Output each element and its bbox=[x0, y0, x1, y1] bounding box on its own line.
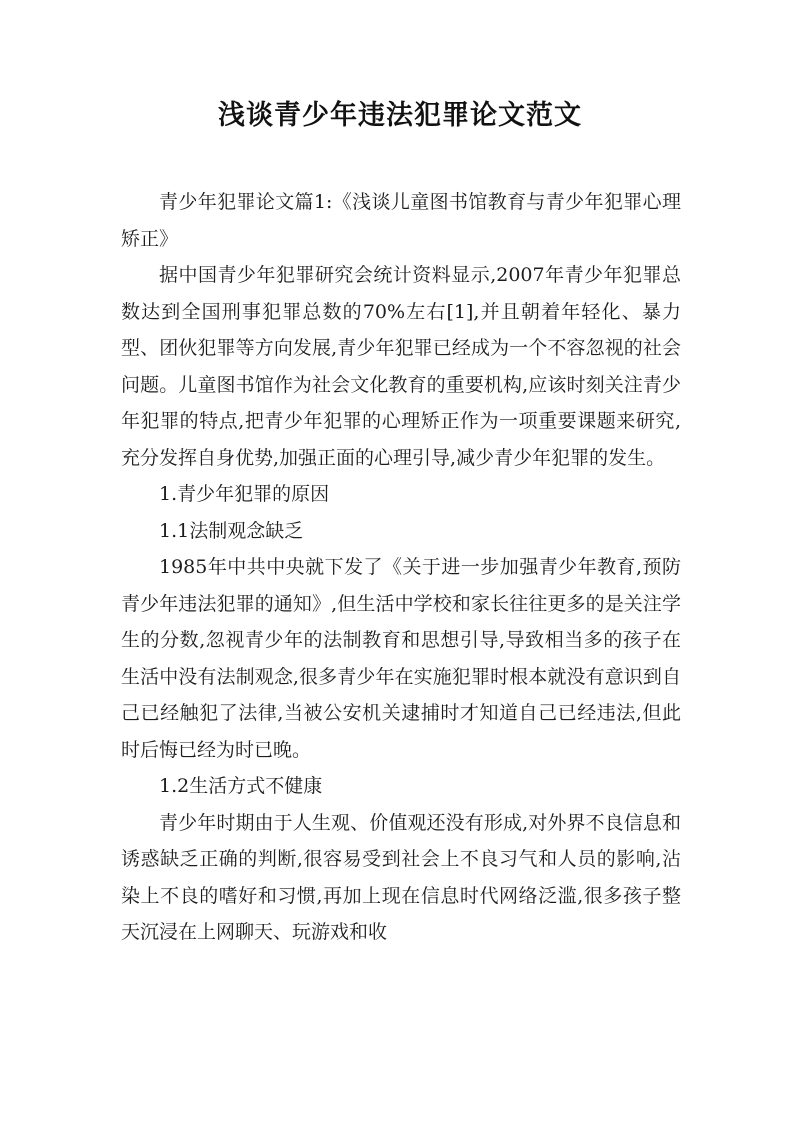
paragraph-legal-awareness: 1985年中共中央就下发了《关于进一步加强青少年教育,预防青少年违法犯罪的通知》,但生活中学校和家长往往更多的是关注学生的分数,忽视青少年的法制教育和思想引导,导致相当多的孩子在生活中没有法制观念,很多青少年在实施犯罪时根本就没有意识到自己已经触犯了法律,当被公安机关逮捕时才知道自己已经违法,但此时后悔已经为时已晚。 bbox=[121, 556, 681, 761]
subsection-heading-lifestyle: 1.2生活方式不健康 bbox=[159, 775, 323, 797]
document-title: 浅谈青少年违法犯罪论文范文 bbox=[218, 100, 582, 131]
paragraph-intro: 据中国青少年犯罪研究会统计资料显示,2007年青少年犯罪总数达到全国刑事犯罪总数的70%左右[1],并且朝着年轻化、暴力型、团伙犯罪等方向发展,青少年犯罪已经成为一个不容忽视的社会问题。儿童图书馆作为社会文化教育的重要机构,应该时刻关注青少年犯罪的特点,把青少年犯罪的心理矫正作为一项重要课题来研究,充分发挥自身优势,加强正面的心理引导,减少青少年犯罪的发生。 bbox=[121, 264, 681, 469]
section-heading-causes: 1.青少年犯罪的原因 bbox=[159, 483, 330, 505]
document-body bbox=[121, 184, 681, 951]
subsection-heading-legal-awareness: 1.1法制观念缺乏 bbox=[159, 519, 304, 542]
paragraph-lifestyle: 青少年时期由于人生观、价值观还没有形成,对外界不良信息和诱惑缺乏正确的判断,很容易受到社会上不良习气和人员的影响,沾染上不良的嗜好和习惯,再加上现在信息时代网络泛滥,很多孩子整天沉浸在上网聊天、玩游戏和收 bbox=[121, 811, 681, 943]
paragraph-article-title: 青少年犯罪论文篇1:《浅谈儿童图书馆教育与青少年犯罪心理矫正》 bbox=[121, 191, 681, 250]
